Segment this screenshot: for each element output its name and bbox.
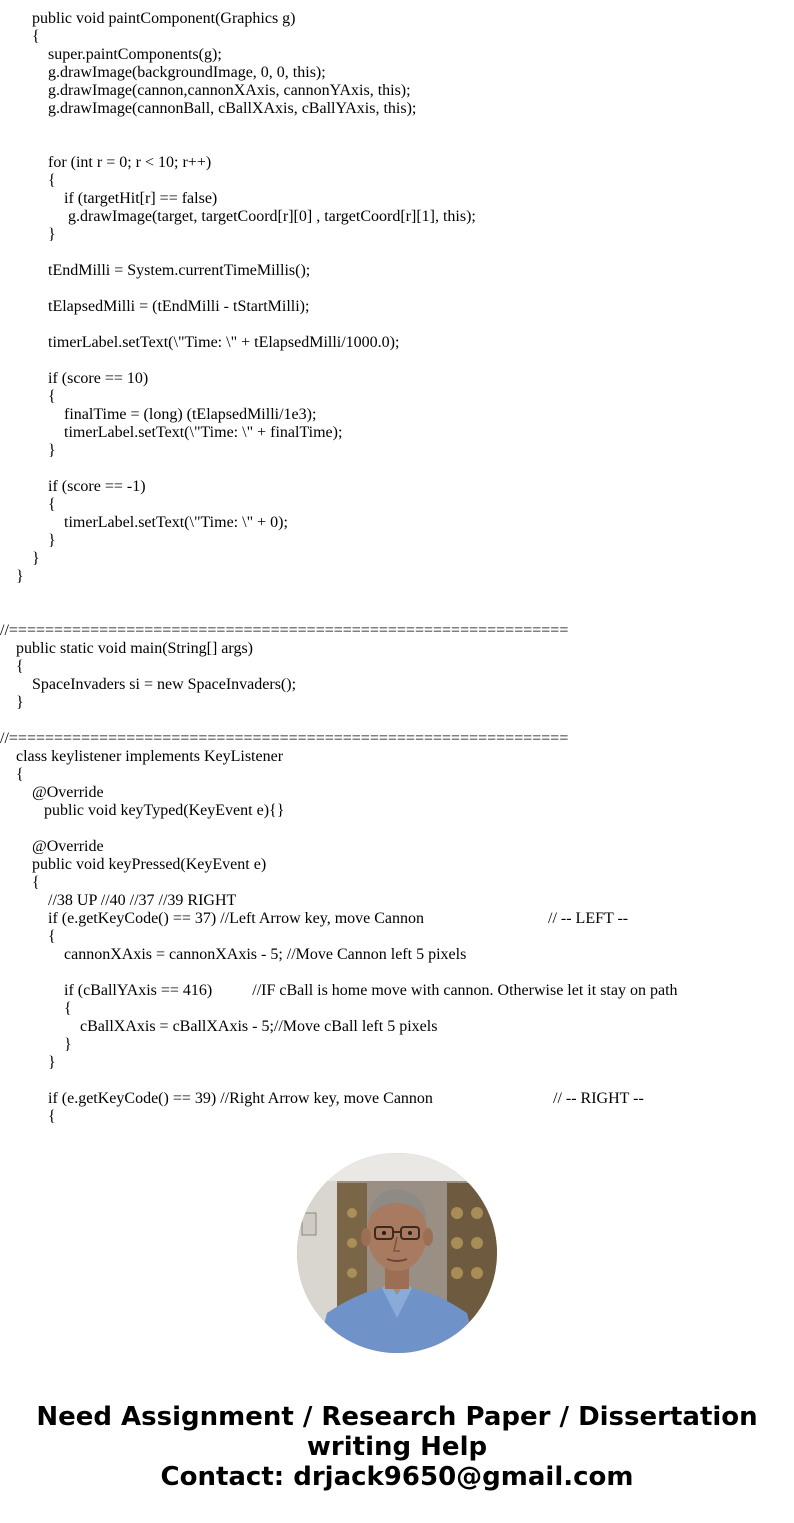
code-line-text: if (cBallYAxis == 416) //IF cBall is home move with cannon. Otherwise let it stay on path	[0, 982, 678, 999]
code-line-text: if (score == 10)	[0, 370, 149, 387]
code-line-text: //==============================================================	[0, 730, 569, 747]
code-line	[0, 46, 794, 64]
code-line-text: }	[0, 550, 40, 567]
code-line	[0, 10, 794, 28]
code-line-text: g.drawImage(cannon,cannonXAxis, cannonYAxis, this);	[0, 82, 411, 99]
code-line	[0, 1036, 794, 1054]
code-line-text: }	[0, 694, 24, 711]
code-line-text: g.drawImage(backgroundImage, 0, 0, this);	[0, 64, 326, 81]
code-line-text: if (e.getKeyCode() == 37) //Left Arrow key, move Cannon	[0, 910, 425, 927]
code-line-text: g.drawImage(cannonBall, cBallXAxis, cBallYAxis, this);	[0, 100, 417, 117]
code-line	[0, 100, 794, 118]
code-line-text: {	[0, 874, 40, 891]
code-line	[0, 352, 794, 370]
code-line	[0, 136, 794, 154]
code-line	[0, 622, 794, 640]
code-line	[0, 1072, 794, 1090]
code-line-text: }	[0, 532, 56, 549]
code-line	[0, 712, 794, 730]
code-line-text: {	[0, 1108, 56, 1123]
code-line-text: for (int r = 0; r < 10; r++)	[0, 154, 212, 171]
code-line	[0, 586, 794, 604]
code-line-text: @Override	[0, 784, 104, 801]
code-line	[0, 820, 794, 838]
code-line-text: }	[0, 1054, 56, 1071]
code-line	[0, 550, 794, 568]
code-line	[0, 460, 794, 478]
code-line	[0, 568, 794, 586]
code-line-text: class keylistener implements KeyListener	[0, 748, 284, 765]
code-line-text: }	[0, 1036, 72, 1053]
code-line-text: super.paintComponents(g);	[0, 46, 222, 63]
code-line	[0, 280, 794, 298]
code-line-text: if (e.getKeyCode() == 39) //Right Arrow key, move Cannon	[0, 1090, 433, 1107]
code-line	[0, 1090, 794, 1108]
code-line	[0, 1108, 794, 1123]
code-line-text: public void paintComponent(Graphics g)	[0, 10, 296, 27]
code-line	[0, 262, 794, 280]
code-line-text: timerLabel.setText(\"Time: \" + finalTime);	[0, 424, 343, 441]
code-line	[0, 766, 794, 784]
code-line-text: public void keyPressed(KeyEvent e)	[0, 856, 267, 873]
code-line	[0, 28, 794, 46]
code-line-text: cannonXAxis = cannonXAxis - 5; //Move Cannon left 5 pixels	[0, 946, 467, 963]
code-line	[0, 442, 794, 460]
code-line-text: {	[0, 496, 56, 513]
code-line	[0, 424, 794, 442]
code-line	[0, 748, 794, 766]
code-line-text: {	[0, 388, 56, 405]
code-line	[0, 874, 794, 892]
code-line	[0, 604, 794, 622]
code-line	[0, 640, 794, 658]
code-line-text: {	[0, 28, 40, 45]
code-line	[0, 802, 794, 820]
code-line	[0, 154, 794, 172]
code-line	[0, 208, 794, 226]
code-line	[0, 928, 794, 946]
code-line	[0, 892, 794, 910]
code-line	[0, 856, 794, 874]
promo-line-2: writing Help	[306, 1432, 488, 1462]
code-line	[0, 784, 794, 802]
code-line-text: SpaceInvaders si = new SpaceInvaders();	[0, 676, 297, 693]
code-line-text: timerLabel.setText(\"Time: \" + tElapsedMilli/1000.0);	[0, 334, 400, 351]
code-line-text: }	[0, 226, 56, 243]
code-line	[0, 964, 794, 982]
promo-line-1: Need Assignment / Research Paper / Dissertation	[36, 1402, 758, 1432]
code-line-text: }	[0, 442, 56, 459]
code-line-text: {	[0, 766, 24, 783]
code-line-text: cBallXAxis = cBallXAxis - 5;//Move cBall left 5 pixels	[0, 1018, 438, 1035]
code-line-comment: // -- LEFT --	[548, 910, 629, 927]
code-line	[0, 298, 794, 316]
code-line-text: {	[0, 172, 56, 189]
code-line	[0, 388, 794, 406]
code-line-text: public void keyTyped(KeyEvent e){}	[0, 802, 285, 819]
code-line	[0, 118, 794, 136]
code-line	[0, 1000, 794, 1018]
code-line-text: public static void main(String[] args)	[0, 640, 253, 657]
code-line-text: tEndMilli = System.currentTimeMillis();	[0, 262, 311, 279]
promo-line-3: Contact: drjack9650@gmail.com	[160, 1462, 634, 1492]
code-line-text: tElapsedMilli = (tEndMilli - tStartMilli);	[0, 298, 310, 315]
code-line-text: //38 UP //40 //37 //39 RIGHT	[0, 892, 237, 909]
code-line	[0, 190, 794, 208]
code-line	[0, 910, 794, 928]
code-line	[0, 82, 794, 100]
code-line	[0, 982, 794, 1000]
person-portrait-image	[297, 1153, 497, 1353]
code-line	[0, 694, 794, 712]
code-line	[0, 244, 794, 262]
code-line	[0, 514, 794, 532]
code-line-text: {	[0, 928, 56, 945]
code-line	[0, 316, 794, 334]
code-line-text: if (score == -1)	[0, 478, 146, 495]
code-line-text: g.drawImage(target, targetCoord[r][0] , targetCoord[r][1], this);	[0, 208, 476, 225]
code-line	[0, 172, 794, 190]
code-line-text: timerLabel.setText(\"Time: \" + 0);	[0, 514, 288, 531]
code-line-text: }	[0, 568, 24, 585]
code-line	[0, 370, 794, 388]
code-line	[0, 406, 794, 424]
code-line	[0, 226, 794, 244]
code-line	[0, 946, 794, 964]
code-line	[0, 838, 794, 856]
code-listing	[0, 10, 794, 1123]
code-line	[0, 730, 794, 748]
code-line	[0, 1018, 794, 1036]
code-line	[0, 676, 794, 694]
code-line	[0, 478, 794, 496]
code-line-text: @Override	[0, 838, 104, 855]
code-line-text: {	[0, 1000, 72, 1017]
code-line	[0, 64, 794, 82]
code-line-text: finalTime = (long) (tElapsedMilli/1e3);	[0, 406, 317, 423]
author-avatar	[297, 1153, 497, 1353]
code-line	[0, 532, 794, 550]
code-line-comment: // -- RIGHT --	[553, 1090, 644, 1107]
code-line	[0, 658, 794, 676]
code-line-text: if (targetHit[r] == false)	[0, 190, 218, 207]
code-line	[0, 496, 794, 514]
code-line	[0, 1054, 794, 1072]
promo-banner	[0, 1402, 794, 1492]
code-line-text: //==============================================================	[0, 622, 569, 639]
code-line-text: {	[0, 658, 24, 675]
code-line	[0, 334, 794, 352]
